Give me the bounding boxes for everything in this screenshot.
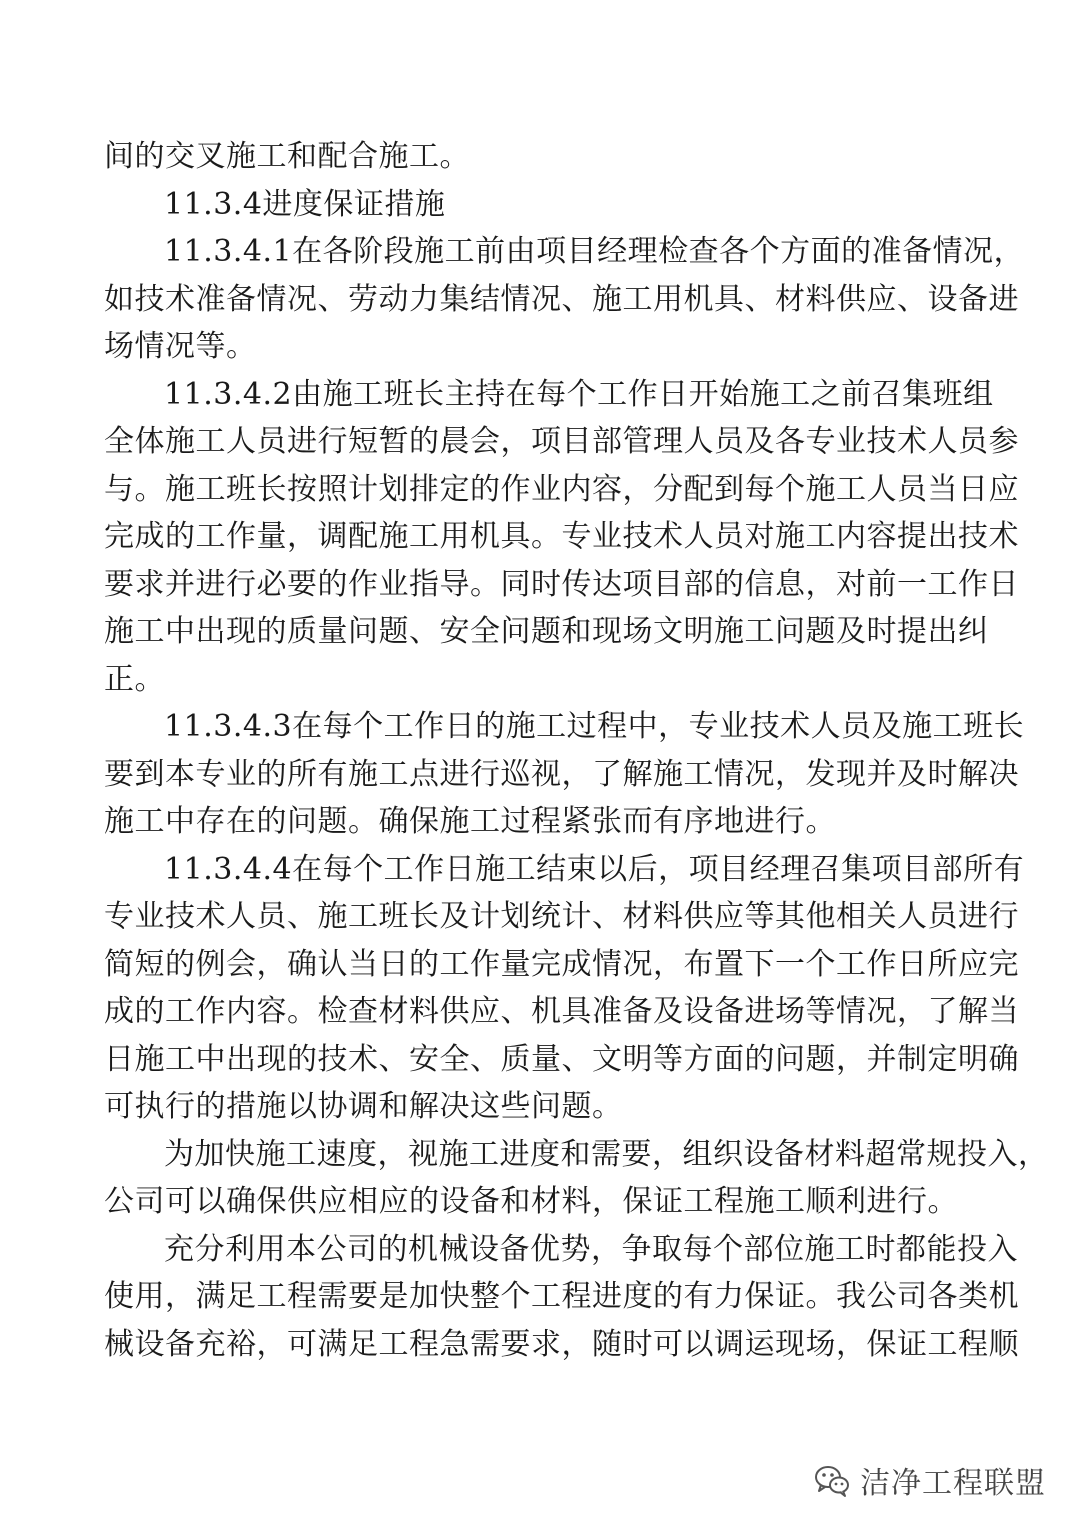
- text-line: 施 工 中 出 现 的 质 量 问 题 、 安 全 问 题 和 现 场 文 明 施 工 问 题 及 时 提 出 纠: [104, 614, 989, 649]
- text-line: 要 求 并 进 行 必 要 的 作 业 指 导 。 同 时 传 达 项 目 部 的 信 息 ， 对 前 一 工 作 日: [104, 566, 1019, 602]
- text-line: 1 1 . 3 . 4 . 3 在 每 个 工 作 日 的 施 工 过 程 中 ， 专 业 技 术 人 员 及 施 工 班 长: [164, 709, 1025, 744]
- text-line: 简 短 的 例 会 ， 确 认 当 日 的 工 作 量 完 成 情 况 ， 布 置 下 一 个 工 作 日 所 应 完: [104, 946, 1019, 982]
- text-line: 使 用 ， 满 足 工 程 需 要 是 加 快 整 个 工 程 进 度 的 有 力 保 证 。 我 公 司 各 类 机: [104, 1279, 1019, 1314]
- text-line: 为 加 快 施 工 速 度 ， 视 施 工 进 度 和 需 要 ， 组 织 设 备 材 料 超 常 规 投 入 ，: [164, 1136, 1049, 1172]
- watermark: [812, 1455, 1046, 1505]
- text-line: 公司可以确保供应相应的设备和材料，保证工程施工顺利进行。: [104, 1184, 958, 1219]
- text-line: 与 。 施 工 班 长 按 照 计 划 排 定 的 作 业 内 容 ， 分 配 到 每 个 施 工 人 员 当 日 应: [104, 471, 1019, 507]
- text-line: 专 业 技 术 人 员 、 施 工 班 长 及 计 划 统 计 、 材 料 供 应 等 其 他 相 关 人 员 进 行: [104, 899, 1019, 934]
- text-line: 如 技 术 准 备 情 况 、 劳 动 力 集 结 情 况 、 施 工 用 机 具 、 材 料 供 应 、 设 备 进: [104, 281, 1019, 317]
- text-line: 充 分 利 用 本 公 司 的 机 械 设 备 优 势 ， 争 取 每 个 部 位 施 工 时 都 能 投 入: [164, 1231, 1018, 1267]
- text-line: 完 成 的 工 作 量 ， 调 配 施 工 用 机 具 。 专 业 技 术 人 员 对 施 工 内 容 提 出 技 术: [104, 519, 1019, 554]
- text-line: 1 1 . 3 . 4 . 2 由 施 工 班 长 主 持 在 每 个 工 作 日 开 始 施 工 之 前 召 集 班 组: [164, 376, 994, 412]
- text-line: 施工中存在的问题。确保施工过程紧张而有序地进行。: [104, 804, 836, 839]
- text-line: 可执行的措施以协调和解决这些问题。: [104, 1089, 623, 1124]
- text-line: 1 1 . 3 . 4 . 4 在 每 个 工 作 日 施 工 结 束 以 后 ， 项 目 经 理 召 集 项 目 部 所 有: [164, 851, 1025, 887]
- wechat-icon: [812, 1460, 852, 1500]
- text-line: 正。: [104, 661, 165, 697]
- text-line: 场情况等。: [104, 329, 257, 364]
- text-line: 1 1 . 3 . 4 . 1 在 各 阶 段 施 工 前 由 项 目 经 理 检 查 各 个 方 面 的 准 备 情 况 ，: [164, 234, 1025, 269]
- watermark-text: 洁净工程联盟: [860, 1466, 1046, 1501]
- text-line: 要 到 本 专 业 的 所 有 施 工 点 进 行 巡 视 ， 了 解 施 工 情 况 ， 发 现 并 及 时 解 决: [104, 756, 1019, 792]
- text-line: 全 体 施 工 人 员 进 行 短 暂 的 晨 会 ， 项 目 部 管 理 人 员 及 各 专 业 技 术 人 员 参: [104, 424, 1019, 459]
- text-line: 日 施 工 中 出 现 的 技 术 、 安 全 、 质 量 、 文 明 等 方 面 的 问 题 ， 并 制 定 明 确: [104, 1041, 1019, 1077]
- text-line: 11.3.4进度保证措施: [164, 186, 446, 222]
- text-line: 成 的 工 作 内 容 。 检 查 材 料 供 应 、 机 具 准 备 及 设 备 进 场 等 情 况 ， 了 解 当: [104, 994, 1019, 1029]
- text-line: 械 设 备 充 裕 ， 可 满 足 工 程 急 需 要 求 ， 随 时 可 以 调 运 现 场 ， 保 证 工 程 顺: [104, 1326, 1019, 1362]
- text-line: 间的交叉施工和配合施工。: [104, 139, 470, 174]
